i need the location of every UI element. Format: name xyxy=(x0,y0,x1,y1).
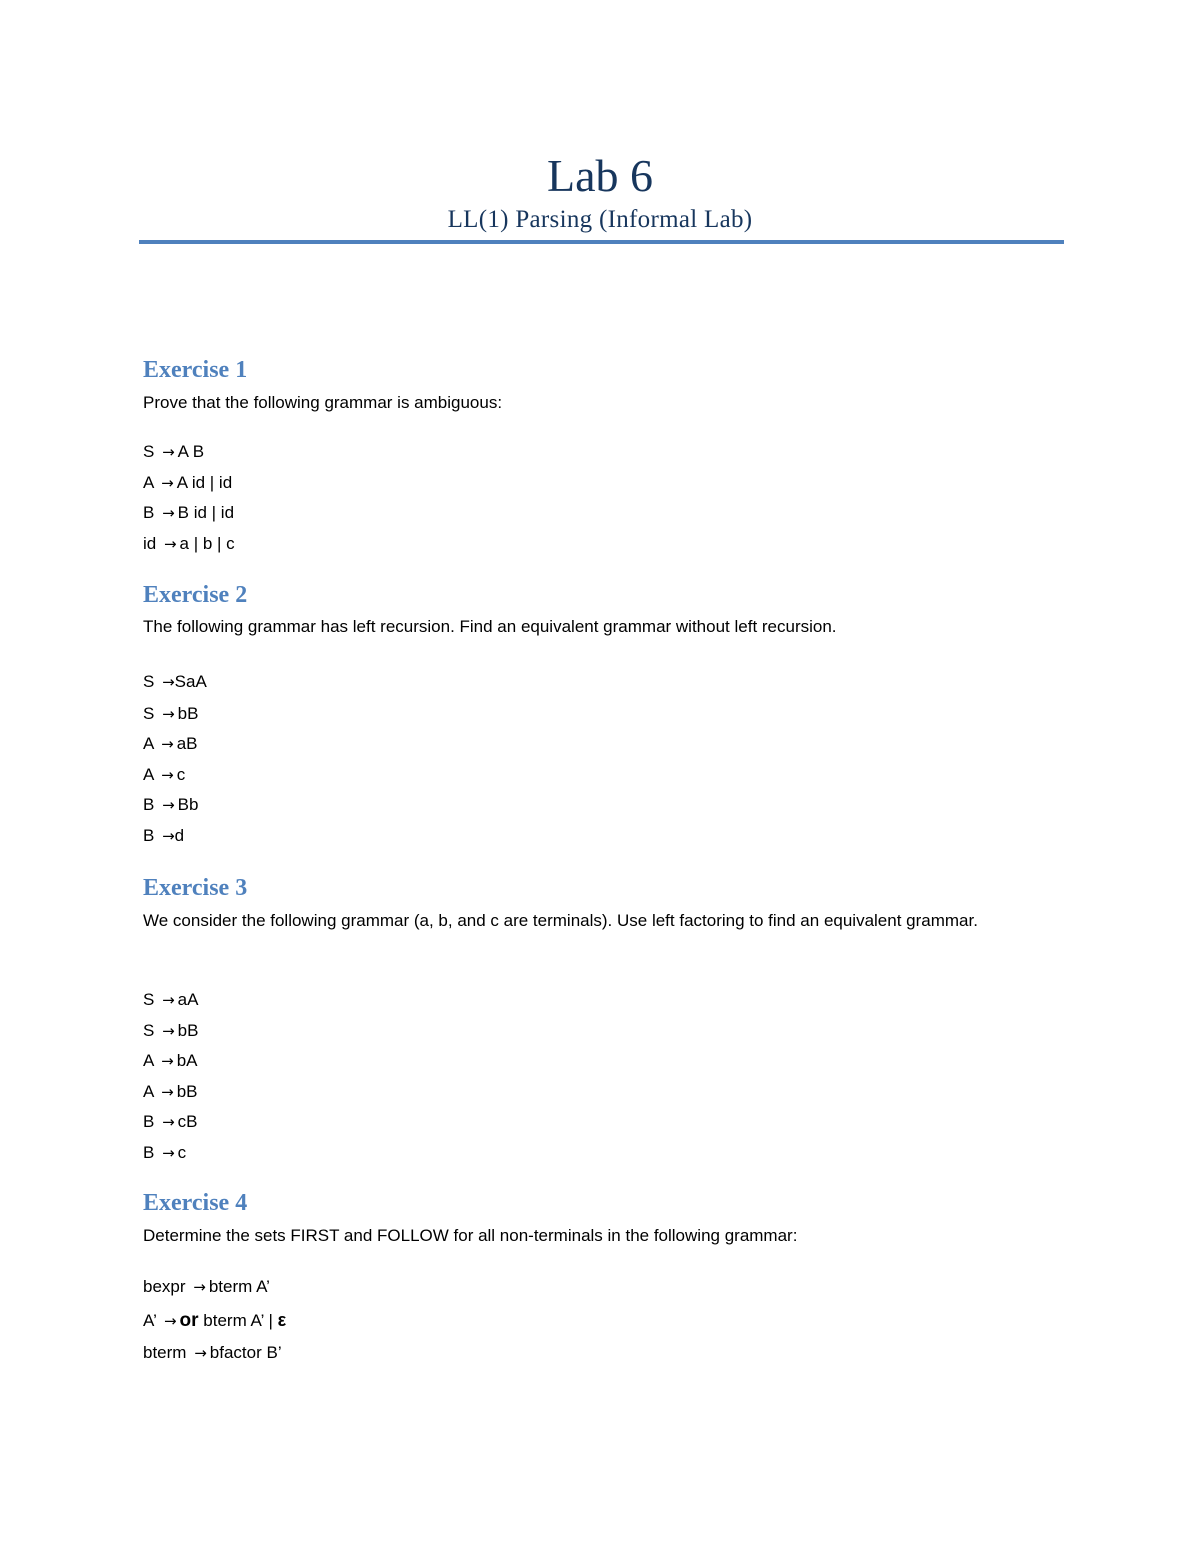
grammar-rule xyxy=(143,1019,198,1043)
right-arrow-icon: → xyxy=(193,1278,206,1296)
grammar-rule xyxy=(143,793,198,817)
grammar-rule xyxy=(143,824,184,848)
rule-rhs: d xyxy=(174,826,185,845)
right-arrow-icon: → xyxy=(162,443,175,461)
right-arrow-icon: → xyxy=(162,1113,175,1131)
rule-keyword-or: or xyxy=(179,1310,199,1331)
rule-rhs: bterm A’ | xyxy=(203,1311,273,1330)
rule-rhs: Bb xyxy=(177,795,199,814)
right-arrow-icon: → xyxy=(162,705,175,723)
rule-lhs: B xyxy=(143,826,155,845)
right-arrow-icon: → xyxy=(162,673,175,691)
rule-lhs: A xyxy=(143,765,154,784)
grammar-rule xyxy=(143,1341,282,1365)
rule-lhs: B xyxy=(143,795,155,814)
rule-rhs: SaA xyxy=(174,672,207,691)
title-divider xyxy=(139,240,1064,244)
page-title: Lab 6 xyxy=(546,150,653,201)
rule-rhs: A B xyxy=(177,442,205,461)
rule-lhs: A xyxy=(143,1051,154,1070)
exercise-2-prompt: The following grammar has left recursion. Find an equivalent grammar without left recursion. xyxy=(143,617,837,636)
rule-lhs: S xyxy=(143,442,155,461)
grammar-rule xyxy=(143,988,198,1012)
grammar-rule xyxy=(143,1308,286,1333)
grammar-rule xyxy=(143,471,232,495)
grammar-rule xyxy=(143,501,234,525)
rule-lhs: B xyxy=(143,1112,155,1131)
rule-rhs: bA xyxy=(176,1051,198,1070)
rule-lhs: bexpr xyxy=(143,1277,186,1296)
grammar-rule xyxy=(143,763,185,787)
rule-rhs: bfactor B’ xyxy=(209,1343,282,1362)
grammar-rule xyxy=(143,732,198,756)
rule-lhs: B xyxy=(143,1143,155,1162)
exercise-2-heading: Exercise 2 xyxy=(143,582,248,608)
right-arrow-icon: → xyxy=(162,991,175,1009)
right-arrow-icon: → xyxy=(161,1052,174,1070)
right-arrow-icon: → xyxy=(161,735,174,753)
rule-rhs: bB xyxy=(176,1082,198,1101)
right-arrow-icon: → xyxy=(161,474,174,492)
rule-lhs: A xyxy=(143,473,154,492)
right-arrow-icon: → xyxy=(163,535,177,553)
rule-rhs: aA xyxy=(177,990,199,1009)
rule-lhs: S xyxy=(143,672,155,691)
rule-rhs: cB xyxy=(177,1112,198,1131)
exercise-4-heading: Exercise 4 xyxy=(143,1190,248,1216)
rule-lhs: A xyxy=(143,734,154,753)
exercise-4-prompt: Determine the sets FIRST and FOLLOW for all non-terminals in the following grammar: xyxy=(143,1226,798,1245)
right-arrow-icon: → xyxy=(194,1344,207,1362)
exercise-1-heading: Exercise 1 xyxy=(143,357,248,383)
right-arrow-icon: → xyxy=(162,827,175,845)
grammar-rule xyxy=(143,702,198,726)
exercise-1-prompt: Prove that the following grammar is ambiguous: xyxy=(143,393,503,412)
epsilon-symbol: ε xyxy=(277,1310,287,1330)
grammar-rule xyxy=(143,532,235,556)
right-arrow-icon: → xyxy=(161,1083,174,1101)
right-arrow-icon: → xyxy=(163,1312,177,1330)
rule-rhs: B id | id xyxy=(177,503,235,522)
rule-rhs: c xyxy=(176,765,186,784)
rule-rhs: c xyxy=(177,1143,187,1162)
rule-lhs: bterm xyxy=(143,1343,187,1362)
grammar-rule xyxy=(143,1275,270,1299)
exercise-3-heading: Exercise 3 xyxy=(143,875,248,901)
rule-rhs: a | b | c xyxy=(179,534,235,553)
right-arrow-icon: → xyxy=(162,504,175,522)
rule-lhs: B xyxy=(143,503,155,522)
grammar-rule xyxy=(143,670,207,694)
rule-lhs: A’ xyxy=(143,1311,157,1330)
rule-lhs: S xyxy=(143,990,155,1009)
rule-rhs: A id | id xyxy=(176,473,233,492)
right-arrow-icon: → xyxy=(161,766,174,784)
grammar-rule xyxy=(143,1110,198,1134)
grammar-rule xyxy=(143,1080,198,1104)
right-arrow-icon: → xyxy=(162,796,175,814)
right-arrow-icon: → xyxy=(162,1022,175,1040)
grammar-rule xyxy=(143,1049,198,1073)
rule-lhs: S xyxy=(143,1021,155,1040)
rule-lhs: S xyxy=(143,704,155,723)
grammar-rule xyxy=(143,1141,186,1165)
rule-lhs: id xyxy=(143,534,157,553)
rule-rhs: bB xyxy=(177,1021,199,1040)
rule-rhs: bterm A’ xyxy=(208,1277,270,1296)
right-arrow-icon: → xyxy=(162,1144,175,1162)
page-subtitle: LL(1) Parsing (Informal Lab) xyxy=(447,206,753,233)
grammar-rule xyxy=(143,440,204,464)
exercise-3-prompt: We consider the following grammar (a, b, and c are terminals). Use left factoring to find an equivalent grammar. xyxy=(143,911,978,930)
rule-rhs: aB xyxy=(176,734,198,753)
rule-lhs: A xyxy=(143,1082,154,1101)
rule-rhs: bB xyxy=(177,704,199,723)
